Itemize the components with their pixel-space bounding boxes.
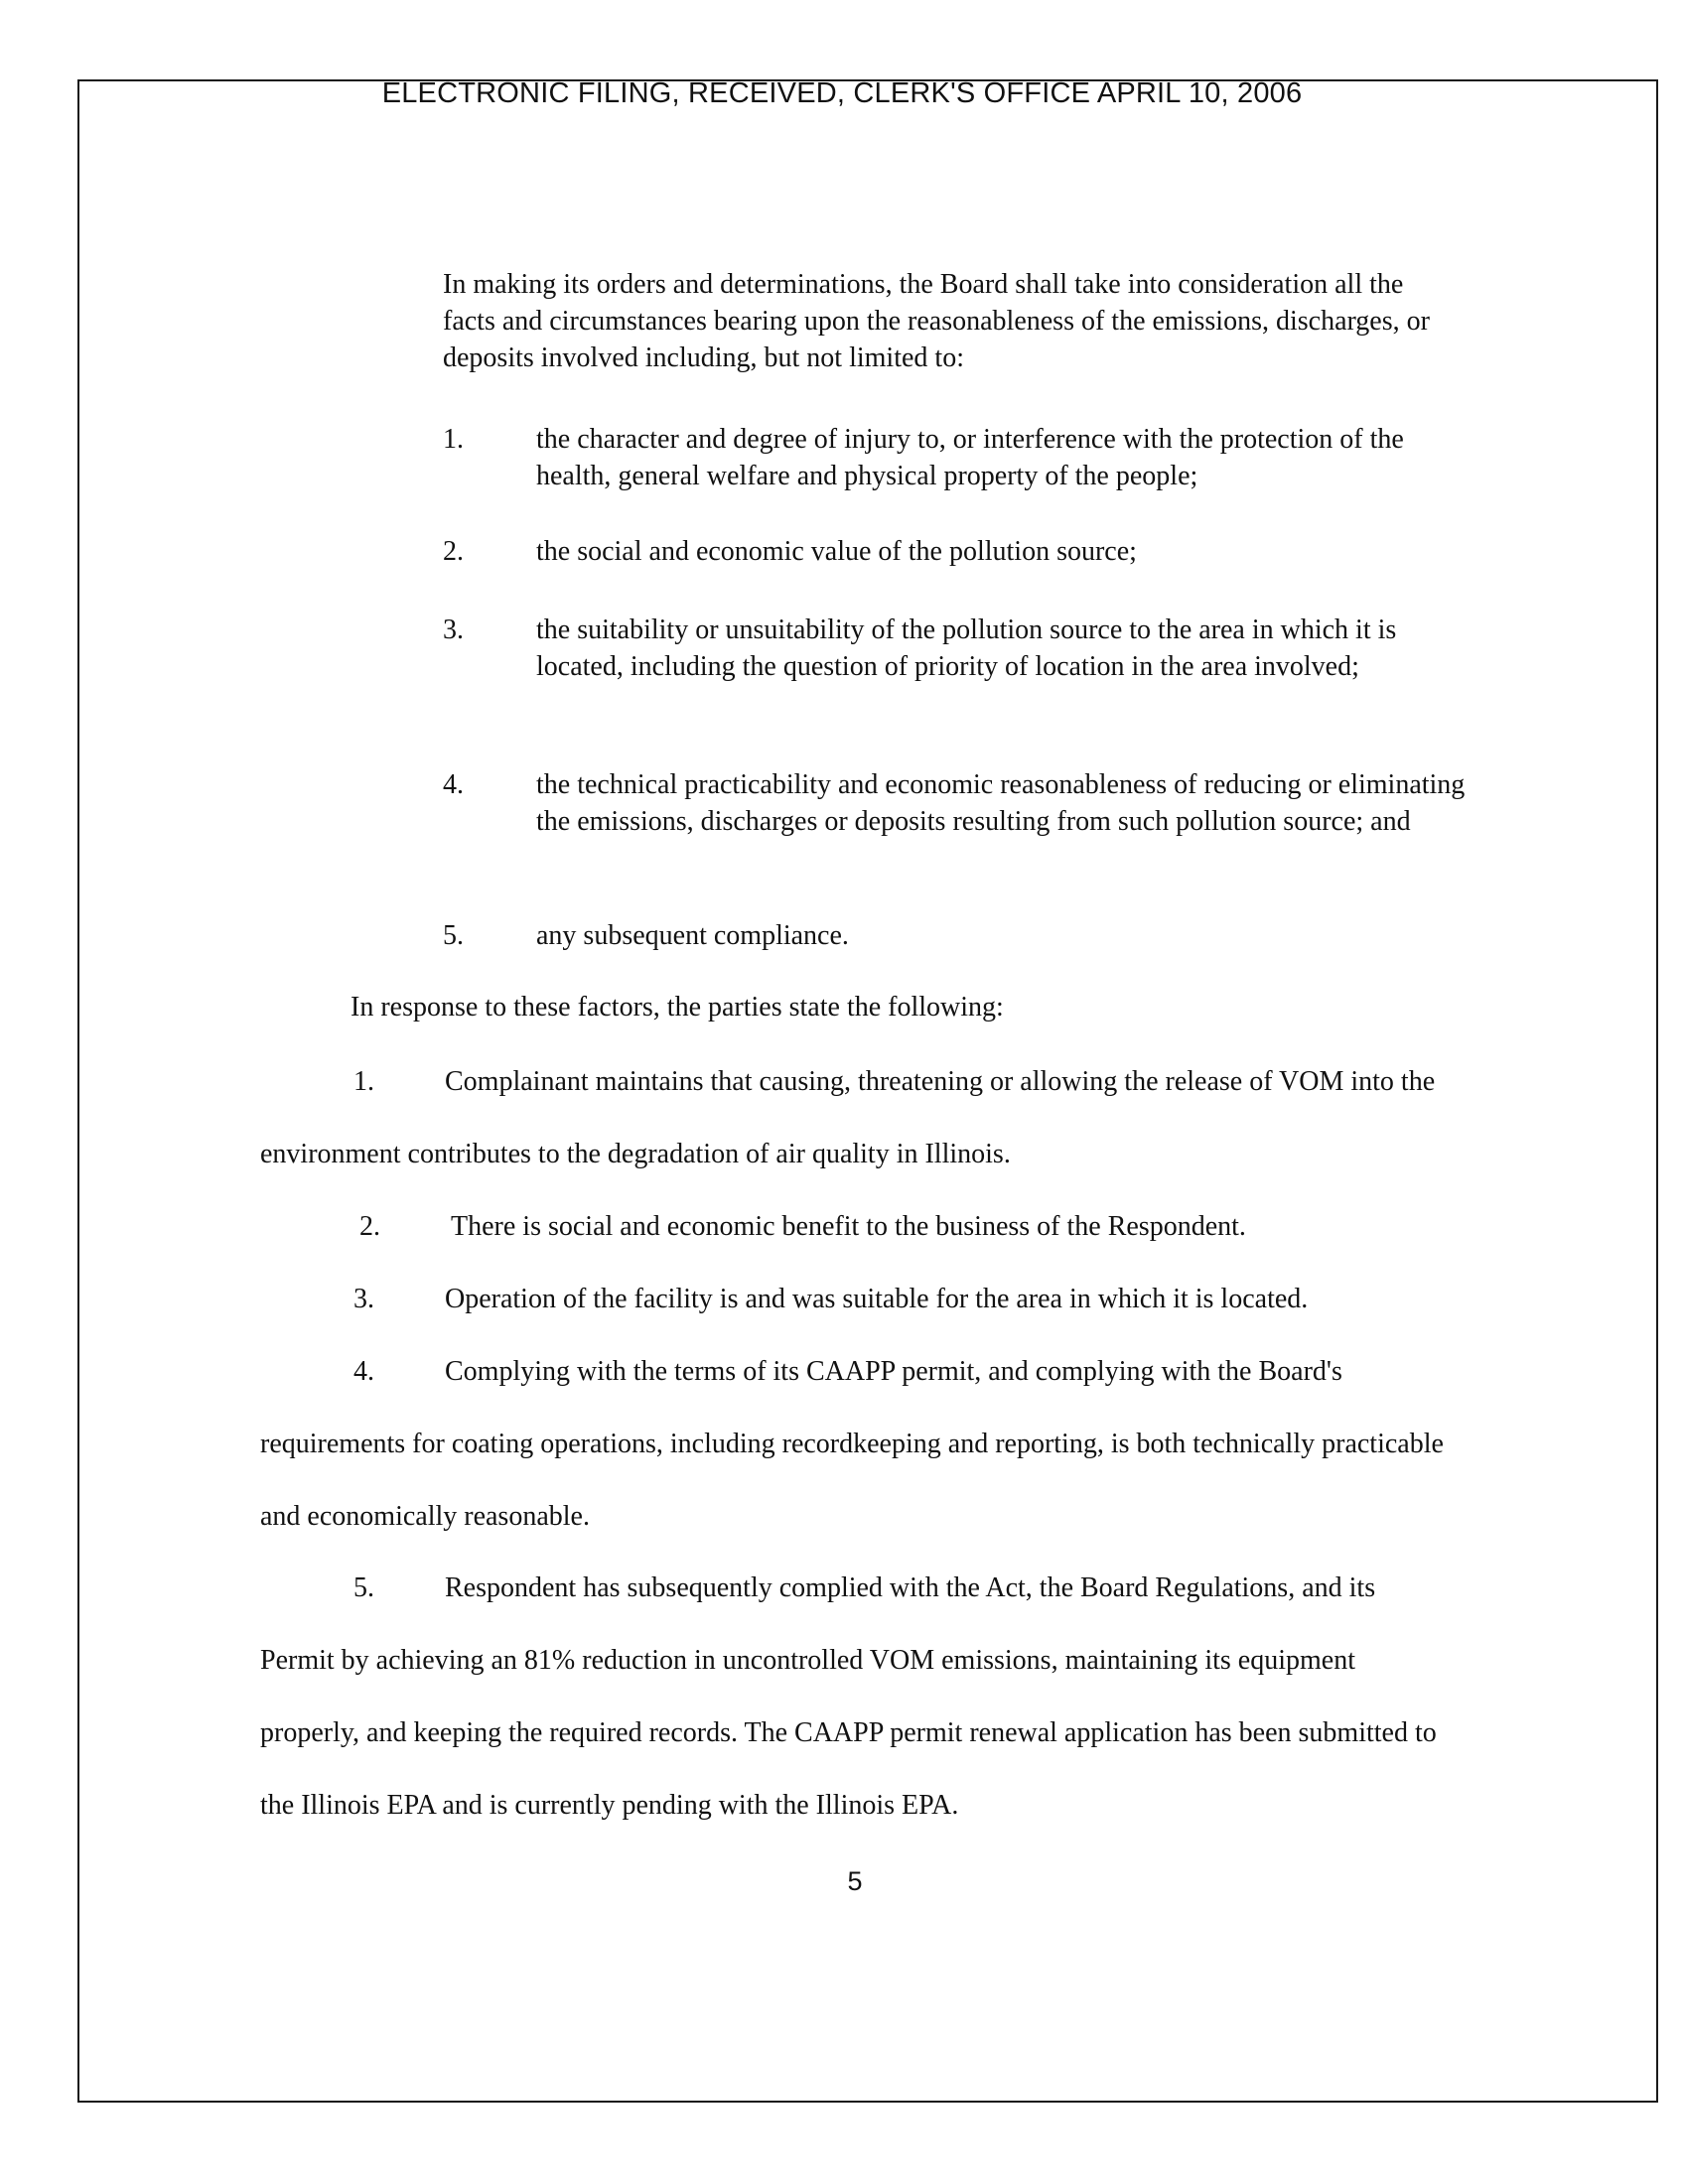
response-lead: In response to these factors, the parties state the following:: [351, 992, 1004, 1023]
factor-number: 2.: [443, 536, 464, 567]
paragraph-number: 4.: [353, 1356, 374, 1387]
paragraph-number: 5.: [353, 1572, 374, 1603]
paragraph-number: 2.: [359, 1211, 380, 1242]
paragraph-text: Respondent has subsequently complied with the Act, the Board Regulations, and its Permit by achieving an 81% reduction in uncontrolled VOM emissions, maintaining its equipment properly, and keeping the required records. The CAAPP permit renewal application has been submitted to the Illinois EPA and is currently pending with the Illinois EPA.: [260, 1572, 1437, 1821]
paragraph-number: 1.: [353, 1066, 374, 1097]
factor-text: the technical practicability and economic reasonableness of reducing or eliminating the emissions, discharges or deposits resulting from such pollution source; and: [536, 769, 1466, 837]
factor-text: the social and economic value of the pollution source;: [536, 536, 1137, 567]
filing-stamp: ELECTRONIC FILING, RECEIVED, CLERK'S OFFICE APRIL 10, 2006: [381, 77, 1303, 109]
response-paragraph: [260, 1263, 1452, 1335]
paragraph-text: Complainant maintains that causing, threatening or allowing the release of VOM into the environment contributes to the degradation of air quality in Illinois.: [260, 1066, 1436, 1169]
factor-number: 1.: [443, 424, 464, 455]
response-paragraph: [260, 1045, 1452, 1190]
factor-number: 5.: [443, 920, 464, 951]
factor-number: 3.: [443, 614, 464, 645]
response-paragraph: [260, 1190, 1452, 1263]
factor-text: the character and degree of injury to, or interference with the protection of the health, general welfare and physical property of the people;: [536, 424, 1404, 491]
paragraph-text: Complying with the terms of its CAAPP permit, and complying with the Board's requirements for coating operations, including recordkeeping and reporting, is both technically practicable and economically reasonable.: [260, 1356, 1444, 1532]
response-paragraph: [260, 1335, 1452, 1553]
factor-text: any subsequent compliance.: [536, 920, 849, 951]
response-paragraph: [260, 1552, 1452, 1842]
page-number: 5: [847, 1866, 863, 1896]
quoted-statute-intro: In making its orders and determinations, the Board shall take into consideration all the facts and circumstances bearing upon the reasonableness of the emissions, discharges, or deposits involved including, but not limited to:: [443, 269, 1430, 373]
paragraph-text: There is social and economic benefit to the business of the Respondent.: [451, 1211, 1246, 1242]
paragraph-text: Operation of the facility is and was suitable for the area in which it is located.: [445, 1284, 1309, 1314]
factor-number: 4.: [443, 769, 464, 800]
paragraph-number: 3.: [353, 1284, 374, 1314]
factor-text: the suitability or unsuitability of the pollution source to the area in which it is located, including the question of priority of location in the area involved;: [536, 614, 1397, 682]
